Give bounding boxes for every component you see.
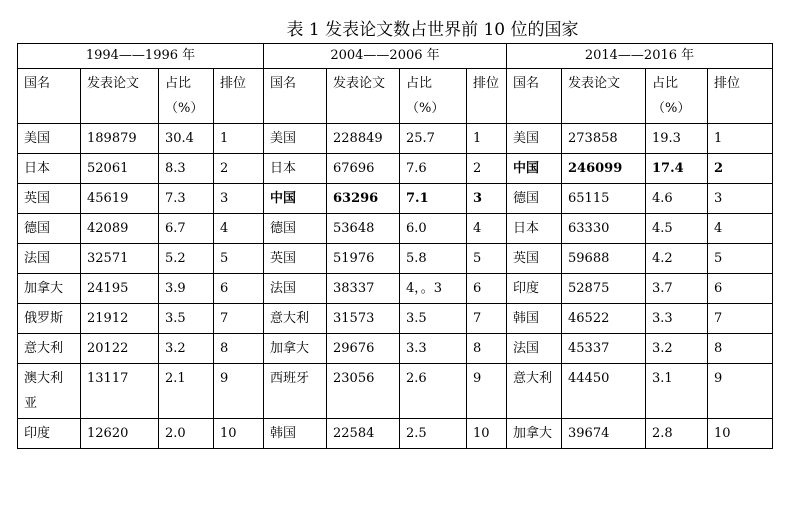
- cell-rank: 4: [708, 214, 773, 244]
- cell-papers: 32571: [81, 244, 159, 274]
- cell-rank: 2: [708, 154, 773, 184]
- table-row: [18, 304, 773, 334]
- cell-country: 德国: [18, 214, 81, 244]
- cell-papers: 22584: [327, 419, 400, 449]
- cell-country: 日本: [18, 154, 81, 184]
- cell-papers: 63330: [562, 214, 646, 244]
- cell-rank: 6: [708, 274, 773, 304]
- cell-country: 英国: [264, 244, 327, 274]
- cell-share: 2.5: [400, 419, 467, 449]
- cell-rank: 8: [708, 334, 773, 364]
- cell-share: 3.5: [159, 304, 214, 334]
- cell-rank: 5: [214, 244, 264, 274]
- cell-papers: 45337: [562, 334, 646, 364]
- cell-papers: 63296: [327, 184, 400, 214]
- group-header-row: [18, 44, 773, 69]
- cell-country: 意大利: [264, 304, 327, 334]
- cell-share: 4.6: [646, 184, 708, 214]
- cell-papers: 65115: [562, 184, 646, 214]
- header-rank: 排位: [467, 69, 507, 124]
- cell-papers: 228849: [327, 124, 400, 154]
- cell-rank: 4: [467, 214, 507, 244]
- column-header-row: [18, 69, 773, 124]
- cell-share: 2.8: [646, 419, 708, 449]
- cell-share: 3.2: [159, 334, 214, 364]
- header-papers: 发表论文: [81, 69, 159, 124]
- cell-rank: 4: [214, 214, 264, 244]
- cell-country: 法国: [264, 274, 327, 304]
- cell-country: 印度: [18, 419, 81, 449]
- cell-share: 4.2: [646, 244, 708, 274]
- cell-papers: 51976: [327, 244, 400, 274]
- cell-share: 3.5: [400, 304, 467, 334]
- cell-country: 韩国: [264, 419, 327, 449]
- cell-share: 2.6: [400, 364, 467, 419]
- cell-papers: 52875: [562, 274, 646, 304]
- cell-share: 8.3: [159, 154, 214, 184]
- cell-rank: 6: [467, 274, 507, 304]
- cell-share: 3.9: [159, 274, 214, 304]
- cell-country: 俄罗斯: [18, 304, 81, 334]
- cell-share: 7.6: [400, 154, 467, 184]
- cell-country: 美国: [507, 124, 562, 154]
- cell-country: 韩国: [507, 304, 562, 334]
- cell-country: 法国: [18, 244, 81, 274]
- table-row: [18, 334, 773, 364]
- cell-papers: 67696: [327, 154, 400, 184]
- header-country: 国名: [18, 69, 81, 124]
- cell-papers: 12620: [81, 419, 159, 449]
- cell-papers: 38337: [327, 274, 400, 304]
- table-row: [18, 419, 773, 449]
- cell-rank: 1: [708, 124, 773, 154]
- cell-rank: 10: [708, 419, 773, 449]
- cell-papers: 31573: [327, 304, 400, 334]
- cell-papers: 24195: [81, 274, 159, 304]
- table-row: [18, 274, 773, 304]
- cell-country: 德国: [264, 214, 327, 244]
- cell-papers: 246099: [562, 154, 646, 184]
- header-papers: 发表论文: [327, 69, 400, 124]
- table-row: [18, 184, 773, 214]
- cell-share: 5.8: [400, 244, 467, 274]
- table-row: [18, 154, 773, 184]
- cell-rank: 5: [708, 244, 773, 274]
- cell-rank: 10: [467, 419, 507, 449]
- cell-share: 30.4: [159, 124, 214, 154]
- cell-papers: 45619: [81, 184, 159, 214]
- cell-country: 美国: [264, 124, 327, 154]
- table-title: 表 1 发表论文数占世界前 10 位的国家: [286, 20, 579, 40]
- countries-table: [17, 43, 773, 449]
- table-row: [18, 364, 773, 419]
- cell-rank: 9: [708, 364, 773, 419]
- cell-country: 英国: [507, 244, 562, 274]
- cell-share: 4，。3: [400, 274, 467, 304]
- cell-rank: 3: [467, 184, 507, 214]
- cell-country: 中国: [507, 154, 562, 184]
- cell-rank: 7: [708, 304, 773, 334]
- header-rank: 排位: [214, 69, 264, 124]
- cell-country: 加拿大: [18, 274, 81, 304]
- cell-papers: 29676: [327, 334, 400, 364]
- cell-country: 澳大利亚: [18, 364, 81, 419]
- cell-share: 25.7: [400, 124, 467, 154]
- cell-country: 日本: [264, 154, 327, 184]
- cell-papers: 189879: [81, 124, 159, 154]
- cell-papers: 46522: [562, 304, 646, 334]
- cell-rank: 2: [214, 154, 264, 184]
- cell-papers: 42089: [81, 214, 159, 244]
- cell-rank: 3: [214, 184, 264, 214]
- cell-country: 中国: [264, 184, 327, 214]
- cell-share: 17.4: [646, 154, 708, 184]
- cell-country: 加拿大: [507, 419, 562, 449]
- cell-country: 日本: [507, 214, 562, 244]
- group-1994-1996: 1994——1996 年: [18, 44, 264, 69]
- group-2014-2016: 2014——2016 年: [507, 44, 773, 69]
- cell-rank: 9: [467, 364, 507, 419]
- cell-rank: 9: [214, 364, 264, 419]
- cell-share: 19.3: [646, 124, 708, 154]
- cell-papers: 20122: [81, 334, 159, 364]
- header-share: 占比（%）: [400, 69, 467, 124]
- cell-rank: 7: [214, 304, 264, 334]
- table-row: [18, 124, 773, 154]
- cell-rank: 8: [467, 334, 507, 364]
- cell-share: 2.0: [159, 419, 214, 449]
- cell-rank: 5: [467, 244, 507, 274]
- cell-country: 加拿大: [264, 334, 327, 364]
- cell-share: 7.3: [159, 184, 214, 214]
- cell-country: 西班牙: [264, 364, 327, 419]
- cell-country: 美国: [18, 124, 81, 154]
- table-row: [18, 214, 773, 244]
- cell-papers: 52061: [81, 154, 159, 184]
- cell-papers: 21912: [81, 304, 159, 334]
- header-country: 国名: [264, 69, 327, 124]
- header-share: 占比（%）: [646, 69, 708, 124]
- cell-share: 3.2: [646, 334, 708, 364]
- cell-rank: 6: [214, 274, 264, 304]
- cell-share: 7.1: [400, 184, 467, 214]
- cell-rank: 1: [214, 124, 264, 154]
- cell-rank: 8: [214, 334, 264, 364]
- group-2004-2006: 2004——2006 年: [264, 44, 507, 69]
- cell-papers: 13117: [81, 364, 159, 419]
- cell-share: 4.5: [646, 214, 708, 244]
- cell-share: 3.3: [400, 334, 467, 364]
- cell-share: 3.1: [646, 364, 708, 419]
- cell-papers: 53648: [327, 214, 400, 244]
- cell-rank: 7: [467, 304, 507, 334]
- cell-rank: 1: [467, 124, 507, 154]
- cell-rank: 2: [467, 154, 507, 184]
- cell-rank: 10: [214, 419, 264, 449]
- cell-papers: 59688: [562, 244, 646, 274]
- cell-rank: 3: [708, 184, 773, 214]
- cell-share: 5.2: [159, 244, 214, 274]
- cell-share: 3.7: [646, 274, 708, 304]
- header-share: 占比（%）: [159, 69, 214, 124]
- cell-country: 意大利: [18, 334, 81, 364]
- table-row: [18, 244, 773, 274]
- cell-share: 6.0: [400, 214, 467, 244]
- cell-share: 3.3: [646, 304, 708, 334]
- cell-share: 6.7: [159, 214, 214, 244]
- header-rank: 排位: [708, 69, 773, 124]
- cell-country: 印度: [507, 274, 562, 304]
- cell-papers: 273858: [562, 124, 646, 154]
- header-papers: 发表论文: [562, 69, 646, 124]
- cell-country: 德国: [507, 184, 562, 214]
- cell-country: 意大利: [507, 364, 562, 419]
- header-country: 国名: [507, 69, 562, 124]
- cell-papers: 23056: [327, 364, 400, 419]
- cell-papers: 39674: [562, 419, 646, 449]
- cell-share: 2.1: [159, 364, 214, 419]
- cell-papers: 44450: [562, 364, 646, 419]
- cell-country: 英国: [18, 184, 81, 214]
- cell-country: 法国: [507, 334, 562, 364]
